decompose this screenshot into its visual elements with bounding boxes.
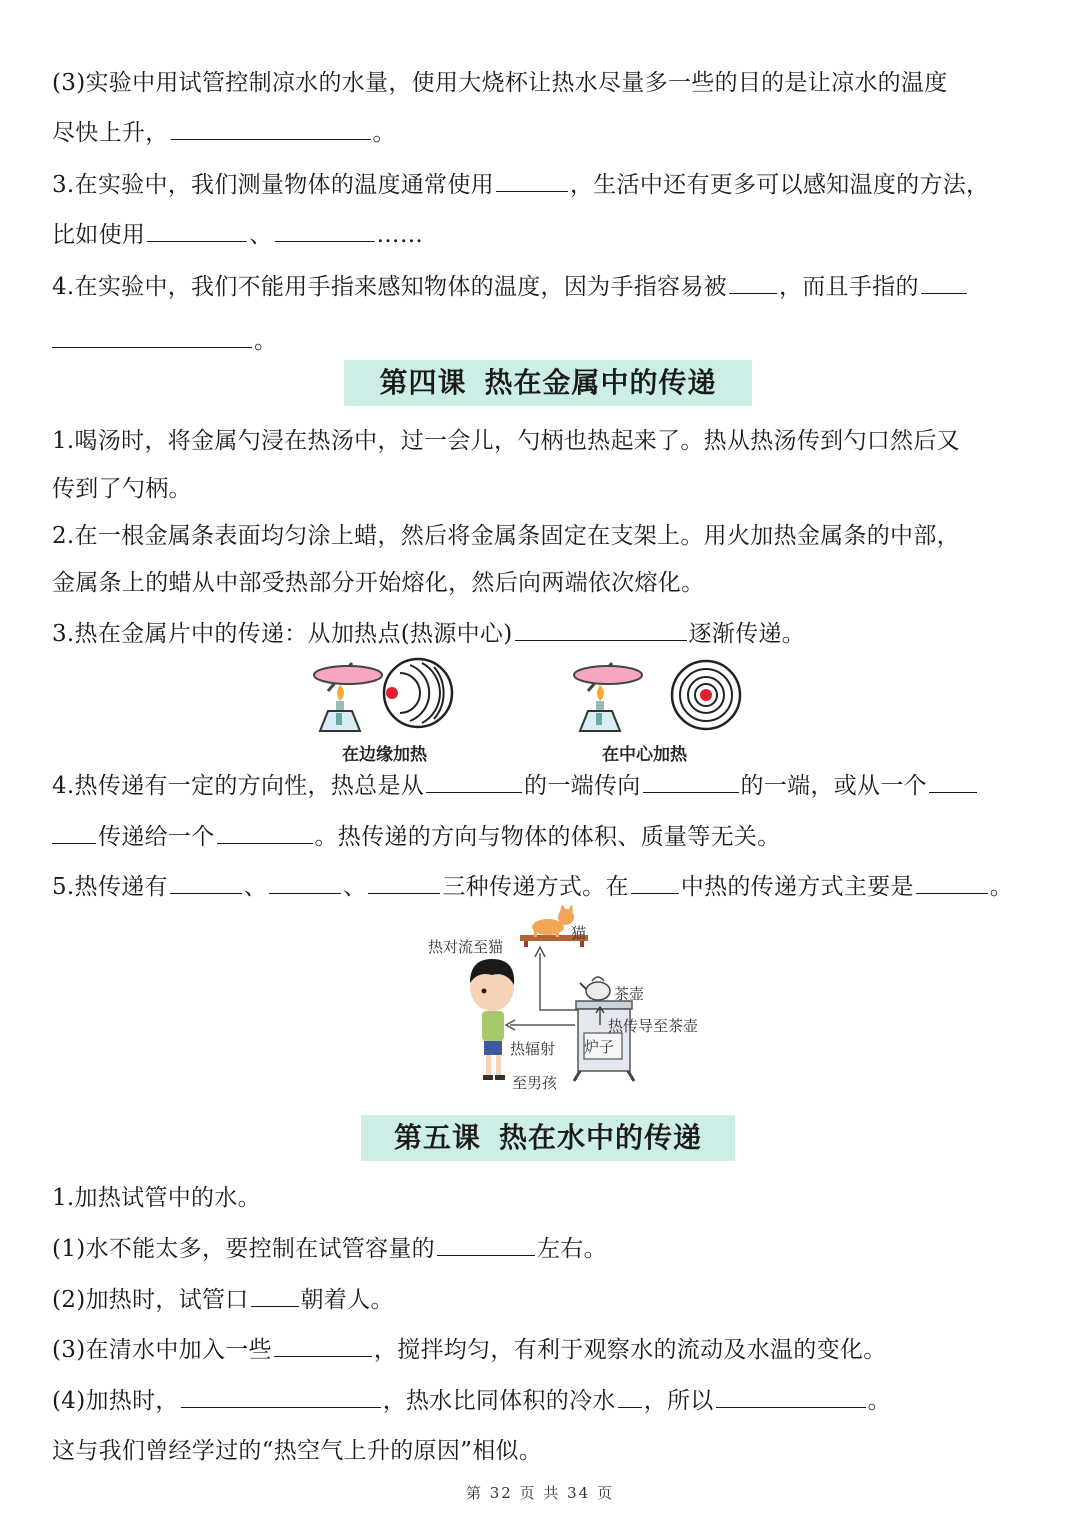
text: 、	[249, 222, 273, 248]
text: ，而且手指的	[778, 274, 919, 300]
text: 的一端，或从一个	[740, 773, 927, 799]
text-line	[52, 170, 989, 200]
text: 4.热传递有一定的方向性，热总是从	[52, 773, 425, 799]
answer-blank[interactable]	[916, 873, 988, 894]
boy	[470, 959, 514, 1080]
text: 传递给一个	[98, 824, 215, 850]
answer-blank[interactable]	[643, 772, 739, 793]
text: 。	[867, 1388, 891, 1414]
text: 中热的传递方式主要是	[680, 874, 914, 900]
text-line	[52, 326, 277, 356]
answer-blank[interactable]	[170, 873, 242, 894]
text: (2)加热时，试管口	[52, 1287, 249, 1313]
text: 比如使用	[52, 222, 146, 248]
text: 。	[989, 874, 1014, 900]
answer-blank[interactable]	[716, 1387, 866, 1408]
alcohol-lamp-center-setup	[574, 663, 642, 731]
text: ，搅拌均匀，有利于观察水的流动及水温的变化。	[373, 1337, 887, 1363]
lesson-title: 热在金属中的传递	[484, 366, 717, 399]
text: 逐渐传递。	[688, 621, 805, 647]
answer-blank[interactable]	[217, 823, 313, 844]
teapot	[580, 977, 610, 1000]
text: 金属条上的蜡从中部受热部分开始熔化，然后向两端依次熔化。	[52, 570, 705, 596]
lesson-title: 热在水中的传递	[499, 1121, 703, 1154]
text: 这与我们曾经学过的“热空气上升的原因”相似。	[52, 1438, 543, 1464]
text-line	[52, 521, 960, 551]
text-line	[52, 474, 192, 504]
text: 2.在一根金属条表面均匀涂上蜡，然后将金属条固定在支架上。用火加热金属条的中部，	[52, 523, 960, 549]
label-conduction: 热传导至茶壶	[608, 1017, 699, 1035]
text: (4)加热时，	[52, 1388, 179, 1414]
text: 朝着人。	[300, 1287, 394, 1313]
answer-blank[interactable]	[181, 1387, 381, 1408]
text: 左右。	[536, 1236, 607, 1262]
text: 的一端传向	[524, 773, 641, 799]
text-line	[52, 426, 960, 456]
text: (3)在清水中加入一些	[52, 1337, 272, 1363]
text: 3.热在金属片中的传递：从加热点(热源中心)	[52, 621, 513, 647]
label-teapot: 茶壶	[614, 985, 645, 1003]
answer-blank[interactable]	[515, 620, 687, 641]
text-line	[52, 68, 948, 98]
answer-blank[interactable]	[921, 273, 967, 294]
text-line	[52, 619, 805, 649]
text: 、	[343, 874, 367, 900]
text-line	[52, 1285, 394, 1315]
text-line	[52, 1436, 542, 1466]
answer-blank[interactable]	[437, 1235, 535, 1256]
figure-caption-center: 在中心加热	[602, 745, 687, 765]
answer-blank[interactable]	[275, 221, 375, 242]
label-cat: 猫	[571, 924, 587, 942]
answer-blank[interactable]	[729, 273, 777, 294]
text: (1)水不能太多，要控制在试管容量的	[52, 1236, 435, 1262]
text-line	[52, 118, 396, 148]
lesson-number: 第五课	[393, 1121, 481, 1154]
text: 尽快上升，	[52, 120, 169, 146]
lesson5-heading	[361, 1115, 735, 1161]
label-radiation-target: 至男孩	[512, 1074, 558, 1092]
answer-blank[interactable]	[496, 171, 568, 192]
answer-blank[interactable]	[52, 823, 96, 844]
plate-edge-heated	[384, 659, 452, 727]
alcohol-lamp-edge-setup	[314, 663, 382, 731]
label-stove: 炉子	[584, 1038, 615, 1056]
lesson4-heading	[344, 360, 752, 406]
text-line	[52, 568, 704, 598]
text: 。	[372, 120, 396, 146]
answer-blank[interactable]	[426, 772, 522, 793]
text-line	[52, 822, 781, 852]
text: (3)实验中用试管控制凉水的水量，使用大烧杯让热水尽量多一些的目的是让凉水的温度	[52, 70, 948, 96]
text: 4.在实验中，我们不能用手指来感知物体的温度，因为手指容易被	[52, 274, 727, 300]
text: 1.喝汤时，将金属勺浸在热汤中，过一会儿，勺柄也热起来了。热从热汤传到勺口然后又	[52, 428, 960, 454]
text-line	[52, 1386, 891, 1416]
text-line	[52, 1335, 887, 1365]
figure-caption-edge: 在边缘加热	[342, 745, 427, 765]
label-convection: 热对流至猫	[428, 938, 504, 956]
text-line	[52, 872, 1013, 902]
text: ，所以	[643, 1388, 714, 1414]
answer-blank[interactable]	[618, 1387, 642, 1408]
text: 、	[243, 874, 268, 900]
answer-blank[interactable]	[274, 1336, 372, 1357]
text-line	[52, 1183, 261, 1213]
text: 5.热传递有	[52, 874, 168, 900]
text-line	[52, 220, 423, 250]
label-radiation: 热辐射	[510, 1040, 556, 1058]
text: 3.在实验中，我们测量物体的温度通常使用	[52, 172, 494, 198]
text: ，热水比同体积的冷水	[382, 1388, 616, 1414]
text: 1.加热试管中的水。	[52, 1185, 261, 1211]
answer-blank[interactable]	[269, 873, 341, 894]
answer-blank[interactable]	[631, 873, 679, 894]
text-line	[52, 771, 979, 801]
text-line	[52, 1234, 607, 1264]
text: 。热传递的方向与物体的体积、质量等无关。	[314, 824, 781, 850]
text: 。	[254, 328, 278, 354]
answer-blank[interactable]	[147, 221, 247, 242]
text: ，生活中还有更多可以感知温度的方法，	[569, 172, 990, 198]
answer-blank[interactable]	[251, 1286, 299, 1307]
text: 传到了勺柄。	[52, 476, 192, 502]
page-footer: 第 32 页 共 34 页	[465, 1484, 614, 1502]
answer-blank[interactable]	[929, 772, 977, 793]
text-line	[52, 272, 969, 302]
plate-center-heated	[672, 661, 740, 729]
answer-blank[interactable]	[368, 873, 440, 894]
text: ……	[376, 222, 424, 248]
answer-blank[interactable]	[171, 119, 371, 140]
answer-blank[interactable]	[52, 327, 252, 348]
lesson-number: 第四课	[379, 366, 467, 399]
text: 三种传递方式。在	[442, 874, 629, 900]
